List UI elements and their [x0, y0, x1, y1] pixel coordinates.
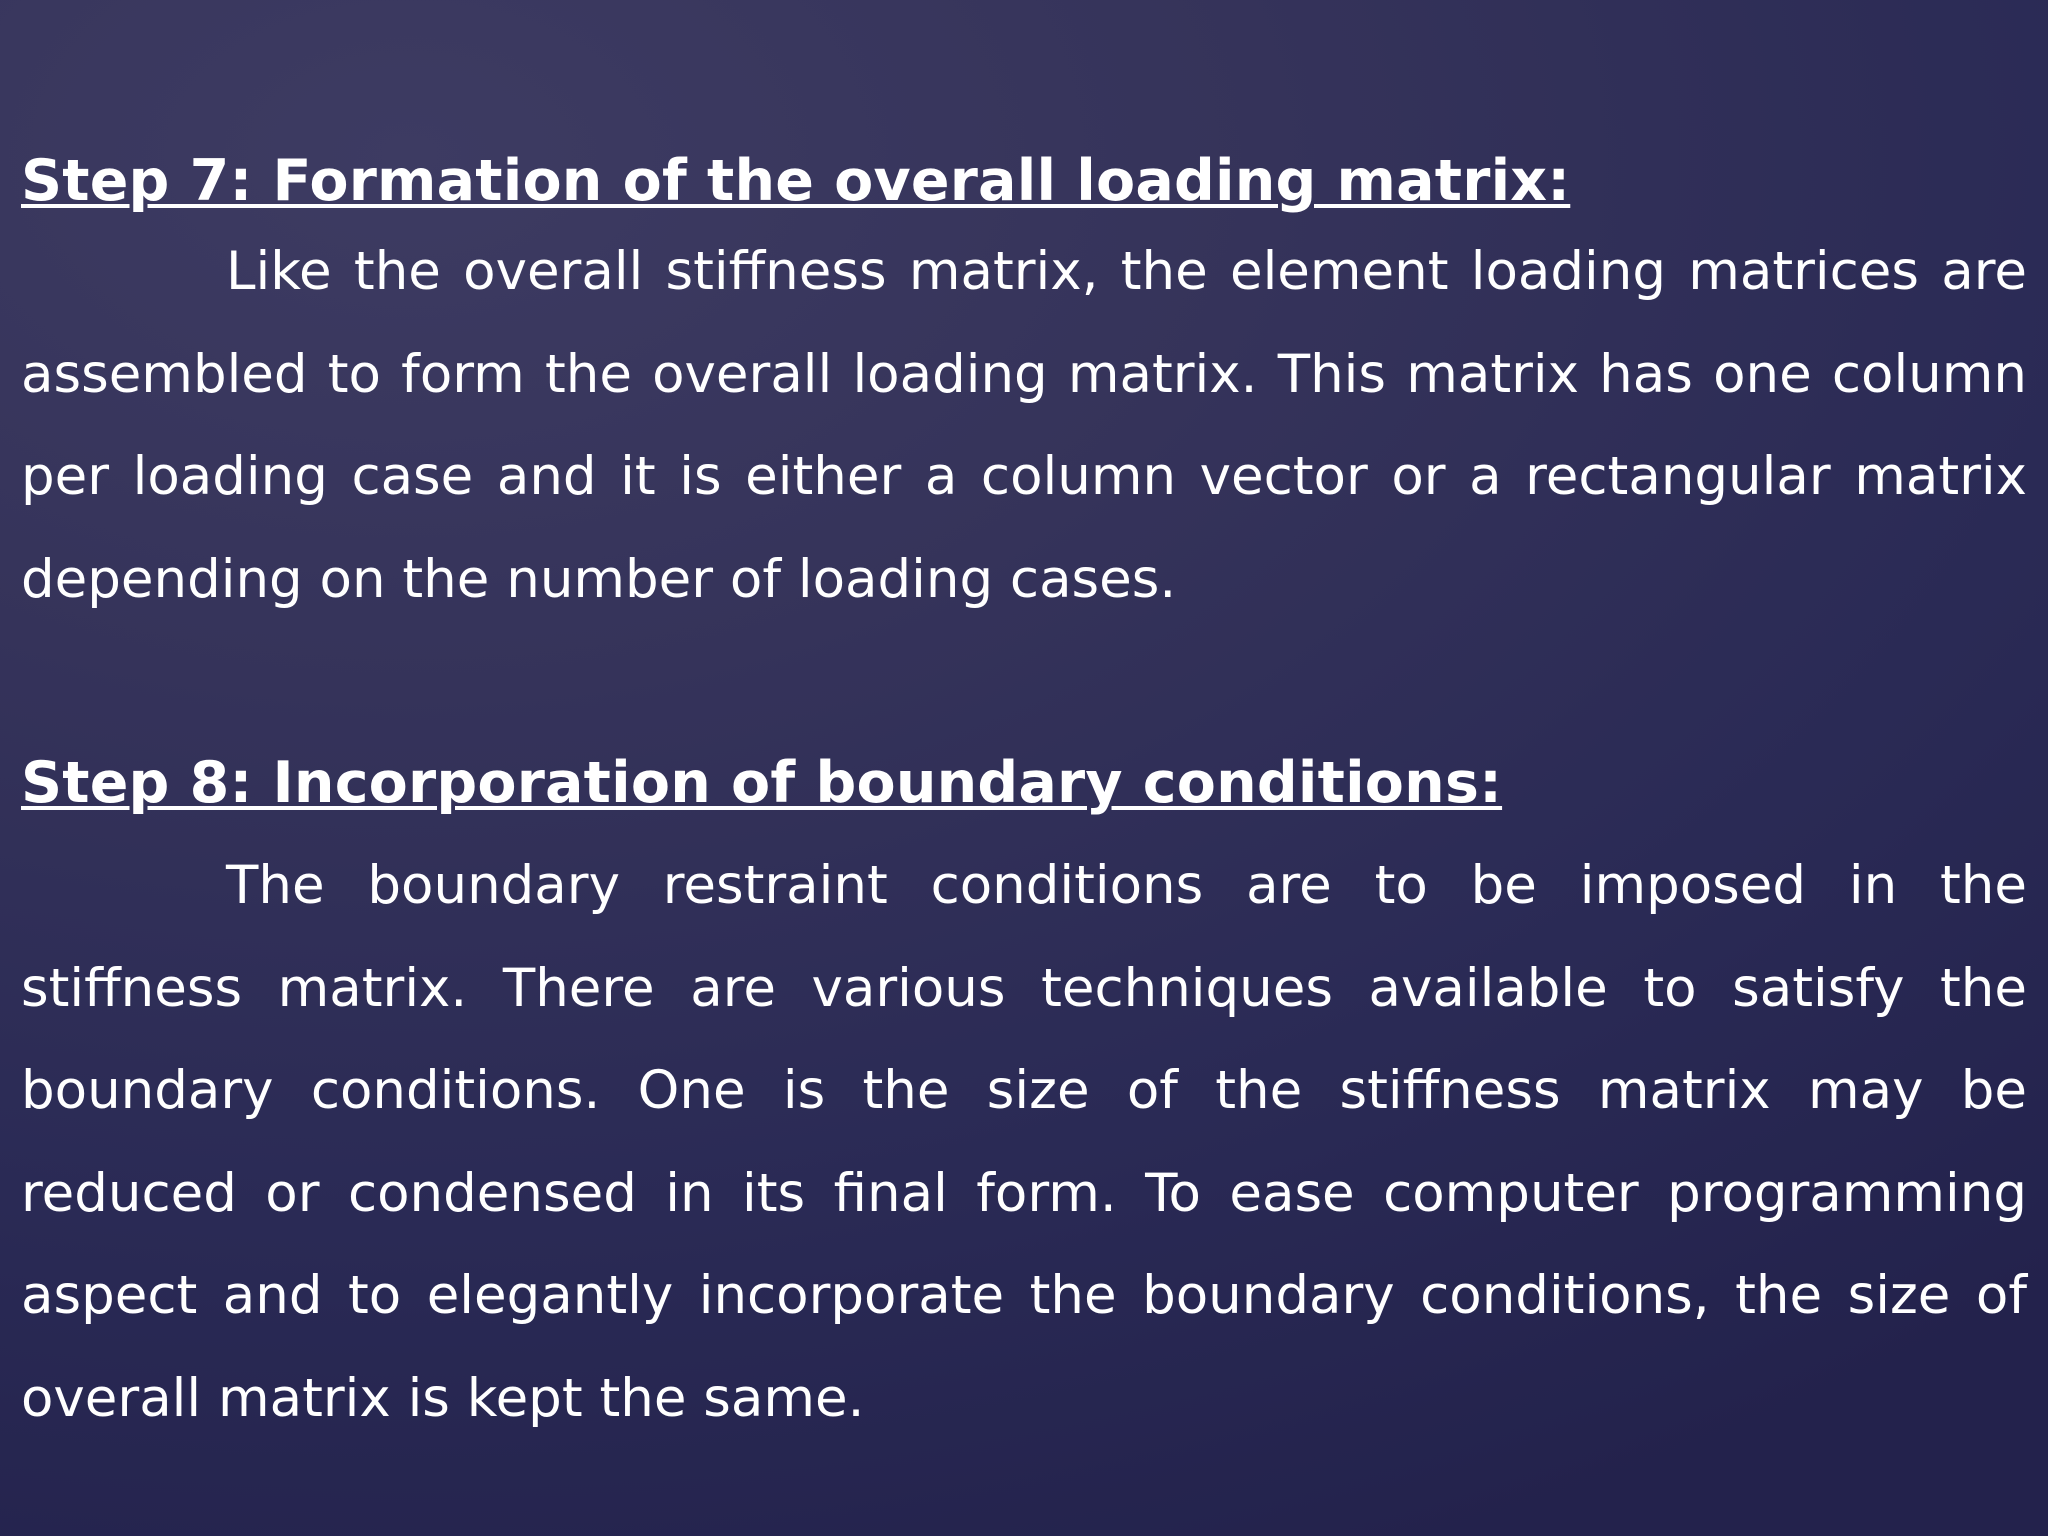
step-7-paragraph: Like the overall stiffness matrix, the element loading matrices are assembled to form the overall loading matrix. This matrix has one column per loading case and it is either a column vector or a rectangular matrix depending on the number of loading cases. — [21, 241, 2027, 610]
step-8-paragraph: The boundary restraint conditions are to be imposed in the stiffness matrix. There are various techniques available to satisfy the boundary conditions. One is the size of the stiffness matrix may be reduced or condensed in its final form. To ease computer programming aspect and to elegantly incorporate the boundary conditions, the size of overall matrix is kept the same. — [21, 855, 2027, 1429]
step-7-heading: Step 7: Formation of the overall loading matrix: — [21, 148, 1571, 214]
step-8-heading: Step 8: Incorporation of boundary conditions: — [21, 750, 1503, 816]
slide-content — [21, 0, 2027, 1536]
